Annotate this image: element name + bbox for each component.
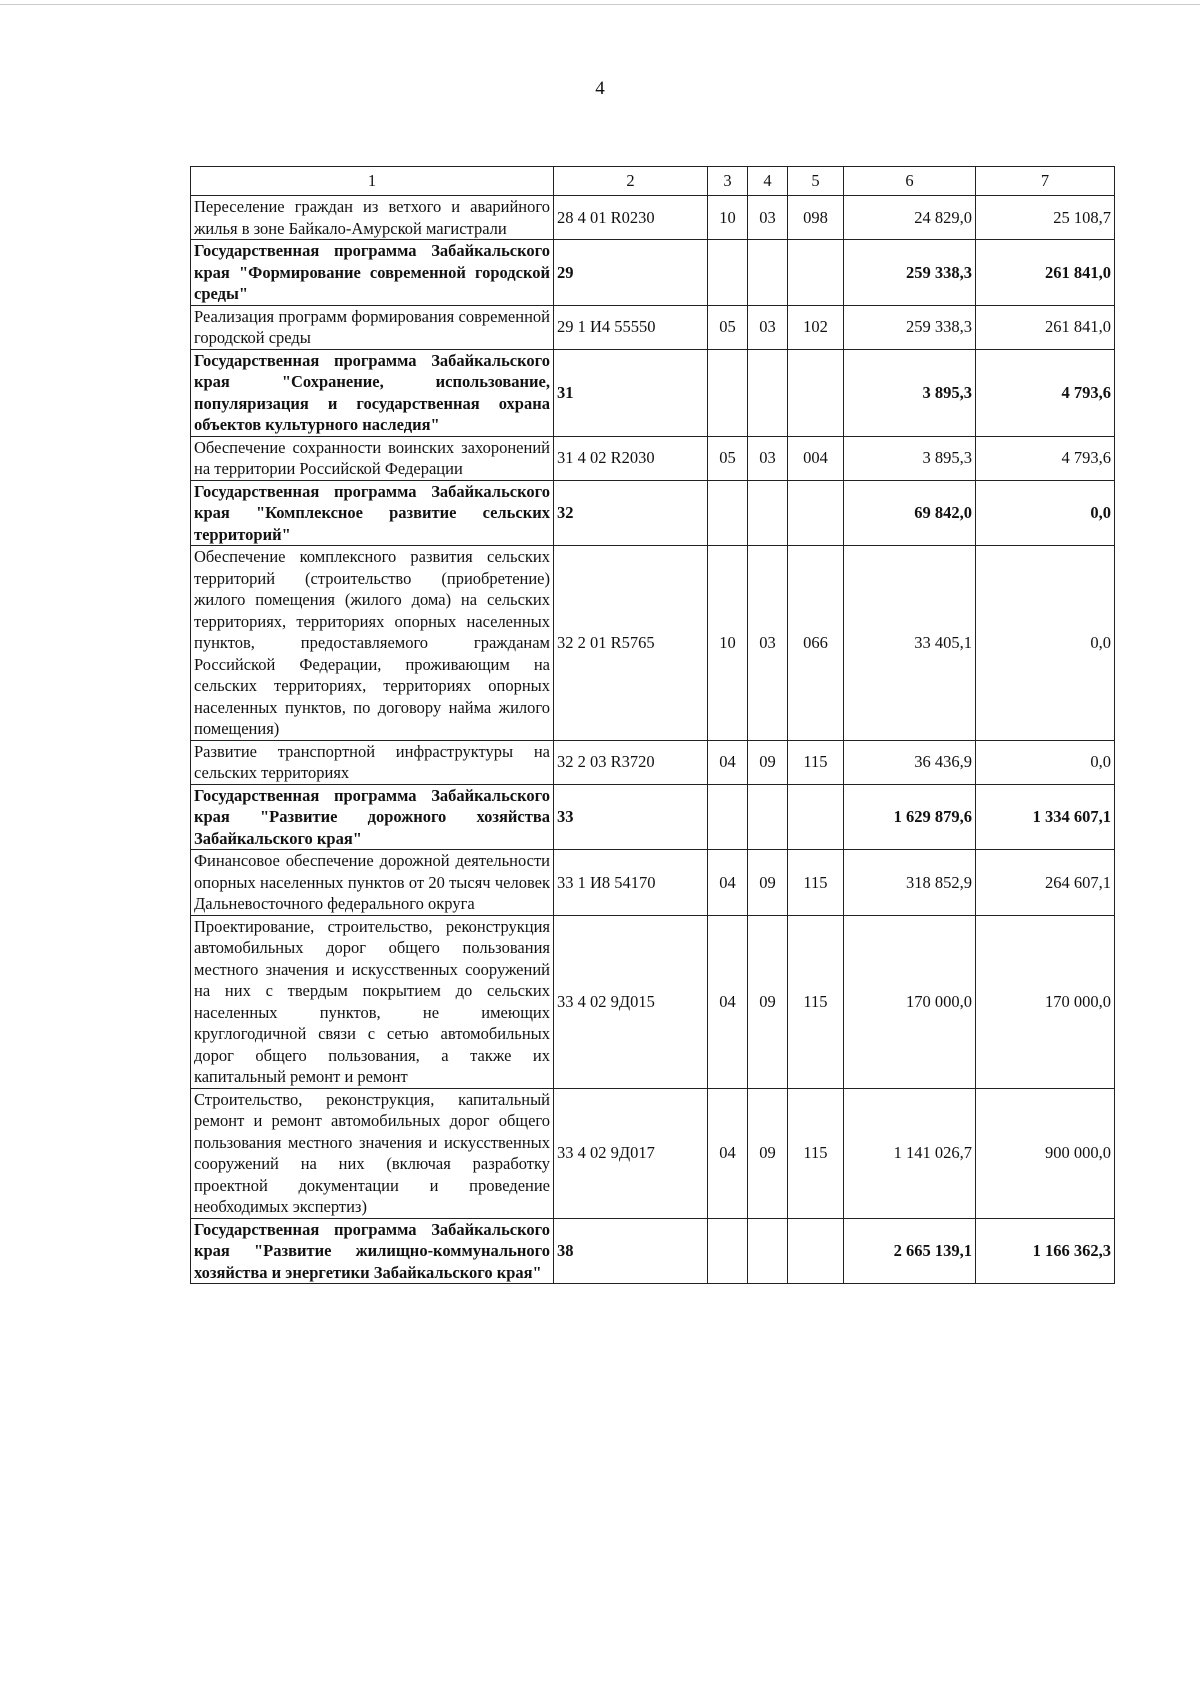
column-header: 1 (191, 167, 554, 196)
item-name: Обеспечение комплексного развития сельских территорий (строительство (приобретение) жилого помещения (жилого дома) на сельских территориях, территориях опорных населенных пунктов, предоставляемого гражданам Российской Федерации, проживающим на сельских территориях, территориях опорных населенных пунктов, по договору найма жилого помещения) (191, 546, 554, 741)
amount-col-6: 24 829,0 (844, 196, 976, 240)
item-name: Государственная программа Забайкальского края "Сохранение, использование, популяризация и государственная охрана объектов культурного наследия" (191, 349, 554, 436)
amount-col-6: 318 852,9 (844, 850, 976, 916)
amount-col-6: 69 842,0 (844, 480, 976, 546)
amount-col-6: 259 338,3 (844, 240, 976, 306)
section-code (708, 784, 748, 850)
budget-code: 29 1 И4 55550 (554, 305, 708, 349)
amount-col-7: 25 108,7 (976, 196, 1115, 240)
page-number: 4 (595, 78, 605, 99)
amount-col-7: 0,0 (976, 546, 1115, 741)
table-row (191, 1218, 1115, 1284)
item-name: Государственная программа Забайкальского края "Развитие жилищно-коммунального хозяйства и энергетики Забайкальского края" (191, 1218, 554, 1284)
section-code: 04 (708, 740, 748, 784)
amount-col-6: 1 629 879,6 (844, 784, 976, 850)
budget-code: 32 2 03 R3720 (554, 740, 708, 784)
column-header: 2 (554, 167, 708, 196)
ministry-code (788, 480, 844, 546)
section-code (708, 240, 748, 306)
budget-code: 32 2 01 R5765 (554, 546, 708, 741)
ministry-code: 115 (788, 1088, 844, 1218)
ministry-code (788, 784, 844, 850)
amount-col-6: 2 665 139,1 (844, 1218, 976, 1284)
ministry-code (788, 240, 844, 306)
table-row (191, 240, 1115, 306)
table-row (191, 850, 1115, 916)
amount-col-6: 1 141 026,7 (844, 1088, 976, 1218)
subsection-code: 03 (748, 196, 788, 240)
amount-col-7: 4 793,6 (976, 349, 1115, 436)
table-header-row (191, 167, 1115, 196)
section-code: 05 (708, 305, 748, 349)
table-row (191, 436, 1115, 480)
ministry-code: 004 (788, 436, 844, 480)
column-header: 4 (748, 167, 788, 196)
budget-code: 33 4 02 9Д015 (554, 915, 708, 1088)
budget-code: 31 4 02 R2030 (554, 436, 708, 480)
amount-col-6: 170 000,0 (844, 915, 976, 1088)
amount-col-6: 259 338,3 (844, 305, 976, 349)
table-row (191, 546, 1115, 741)
item-name: Обеспечение сохранности воинских захоронений на территории Российской Федерации (191, 436, 554, 480)
table-row (191, 740, 1115, 784)
scan-edge-line (0, 4, 1200, 5)
ministry-code: 115 (788, 850, 844, 916)
column-header: 7 (976, 167, 1115, 196)
subsection-code: 09 (748, 1088, 788, 1218)
table-row (191, 349, 1115, 436)
amount-col-7: 170 000,0 (976, 915, 1115, 1088)
subsection-code (748, 480, 788, 546)
item-name: Реализация программ формирования современной городской среды (191, 305, 554, 349)
section-code: 10 (708, 546, 748, 741)
item-name: Государственная программа Забайкальского края "Формирование современной городской среды" (191, 240, 554, 306)
amount-col-7: 4 793,6 (976, 436, 1115, 480)
section-code: 04 (708, 850, 748, 916)
amount-col-7: 261 841,0 (976, 305, 1115, 349)
amount-col-7: 0,0 (976, 740, 1115, 784)
budget-code: 33 1 И8 54170 (554, 850, 708, 916)
ministry-code (788, 1218, 844, 1284)
item-name: Государственная программа Забайкальского края "Развитие дорожного хозяйства Забайкальского края" (191, 784, 554, 850)
subsection-code (748, 240, 788, 306)
budget-code: 28 4 01 R0230 (554, 196, 708, 240)
subsection-code (748, 784, 788, 850)
subsection-code: 09 (748, 915, 788, 1088)
budget-code: 33 4 02 9Д017 (554, 1088, 708, 1218)
subsection-code: 03 (748, 305, 788, 349)
amount-col-6: 3 895,3 (844, 349, 976, 436)
section-code (708, 349, 748, 436)
budget-code: 33 (554, 784, 708, 850)
section-code (708, 1218, 748, 1284)
budget-code: 38 (554, 1218, 708, 1284)
amount-col-7: 0,0 (976, 480, 1115, 546)
ministry-code: 102 (788, 305, 844, 349)
subsection-code (748, 1218, 788, 1284)
budget-table (190, 166, 1115, 1284)
subsection-code: 09 (748, 740, 788, 784)
amount-col-6: 36 436,9 (844, 740, 976, 784)
section-code: 10 (708, 196, 748, 240)
table-row (191, 915, 1115, 1088)
item-name: Переселение граждан из ветхого и аварийного жилья в зоне Байкало-Амурской магистрали (191, 196, 554, 240)
table-row (191, 784, 1115, 850)
budget-code: 31 (554, 349, 708, 436)
subsection-code: 03 (748, 436, 788, 480)
amount-col-6: 33 405,1 (844, 546, 976, 741)
ministry-code: 115 (788, 740, 844, 784)
table-row (191, 305, 1115, 349)
column-header: 5 (788, 167, 844, 196)
budget-code: 32 (554, 480, 708, 546)
ministry-code (788, 349, 844, 436)
item-name: Проектирование, строительство, реконструкция автомобильных дорог общего пользования местного значения и искусственных сооружений на них с твердым покрытием до сельских населенных пунктов, не имеющих круглогодичной связи с сетью автомобильных дорог общего пользования, а также их капитальный ремонт и ремонт (191, 915, 554, 1088)
budget-code: 29 (554, 240, 708, 306)
amount-col-7: 1 166 362,3 (976, 1218, 1115, 1284)
section-code: 04 (708, 915, 748, 1088)
ministry-code: 115 (788, 915, 844, 1088)
item-name: Государственная программа Забайкальского края "Комплексное развитие сельских территорий" (191, 480, 554, 546)
amount-col-6: 3 895,3 (844, 436, 976, 480)
amount-col-7: 264 607,1 (976, 850, 1115, 916)
subsection-code: 03 (748, 546, 788, 741)
item-name: Развитие транспортной инфраструктуры на сельских территориях (191, 740, 554, 784)
amount-col-7: 261 841,0 (976, 240, 1115, 306)
column-header: 6 (844, 167, 976, 196)
table-row (191, 196, 1115, 240)
table-row (191, 1088, 1115, 1218)
amount-col-7: 1 334 607,1 (976, 784, 1115, 850)
table-row (191, 480, 1115, 546)
subsection-code (748, 349, 788, 436)
item-name: Строительство, реконструкция, капитальный ремонт и ремонт автомобильных дорог общего пользования местного значения и искусственных сооружений на них (включая разработку проектной документации и проведение необходимых экспертиз) (191, 1088, 554, 1218)
section-code (708, 480, 748, 546)
ministry-code: 098 (788, 196, 844, 240)
subsection-code: 09 (748, 850, 788, 916)
column-header: 3 (708, 167, 748, 196)
section-code: 04 (708, 1088, 748, 1218)
section-code: 05 (708, 436, 748, 480)
item-name: Финансовое обеспечение дорожной деятельности опорных населенных пунктов от 20 тысяч человек Дальневосточного федерального округа (191, 850, 554, 916)
ministry-code: 066 (788, 546, 844, 741)
amount-col-7: 900 000,0 (976, 1088, 1115, 1218)
